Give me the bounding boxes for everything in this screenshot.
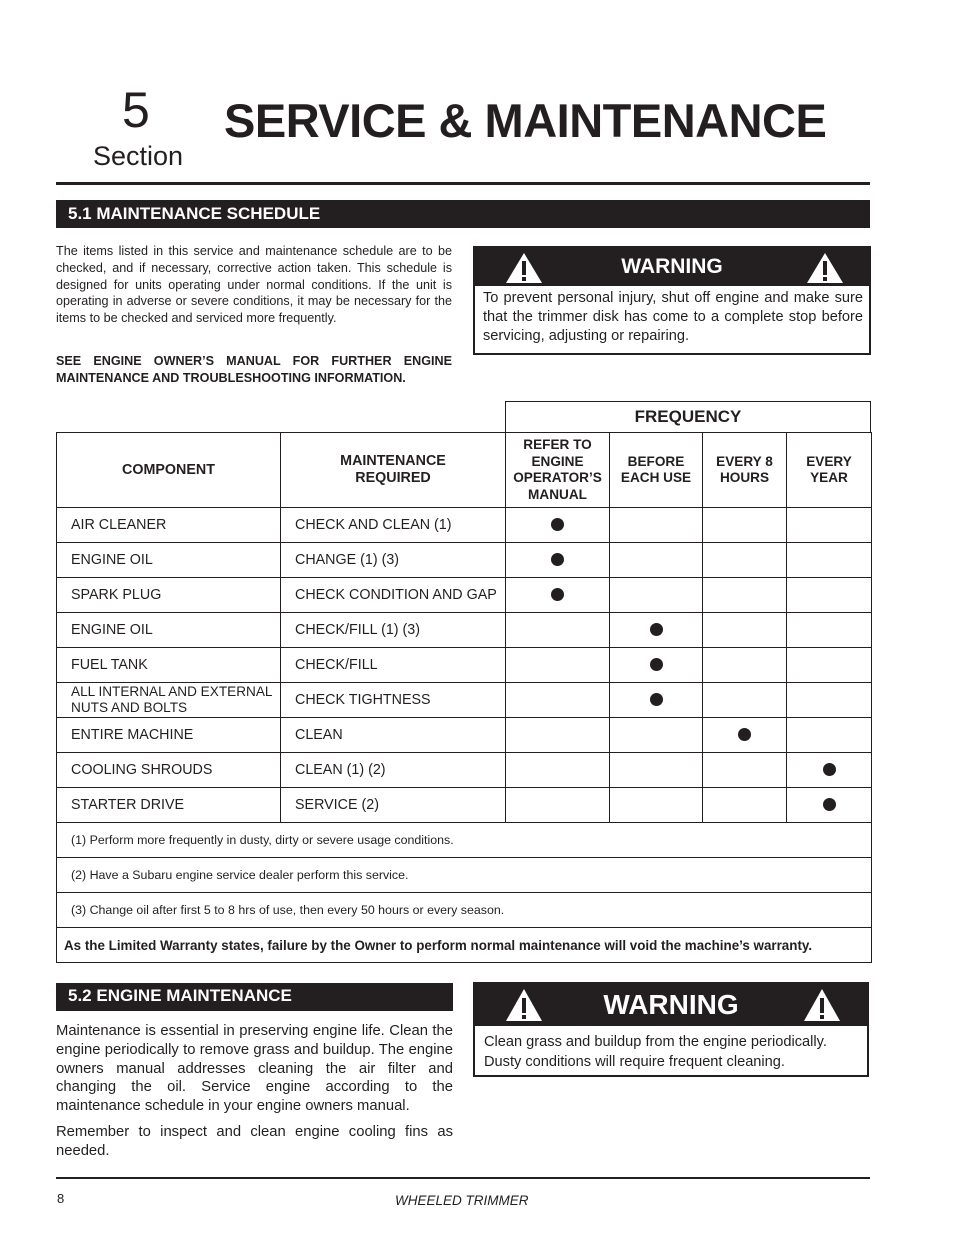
table-row: [57, 788, 872, 823]
frequency-cell-before: [610, 683, 703, 718]
section-heading-maintenance-schedule: 5.1 MAINTENANCE SCHEDULE: [56, 200, 870, 228]
frequency-cell-8hours: [703, 718, 787, 753]
engine-maintenance-text: [56, 1022, 453, 1168]
bullet-icon: [650, 623, 663, 636]
frequency-cell-8hours: [703, 753, 787, 788]
frequency-cell-refer: [506, 648, 610, 683]
warranty-note: As the Limited Warranty states, failure by the Owner to perform normal maintenance will void the machine’s warranty.: [57, 928, 872, 963]
frequency-cell-before: [610, 648, 703, 683]
col-header-maintenance-label: MAINTENANCE REQUIRED: [340, 453, 446, 486]
col-header-before-label: BEFORE EACH USE: [620, 453, 692, 485]
table-row: [57, 508, 872, 543]
frequency-cell-8hours: [703, 648, 787, 683]
component-cell: STARTER DRIVE: [57, 788, 281, 823]
frequency-cell-before: [610, 718, 703, 753]
maintenance-cell: CLEAN (1) (2): [281, 753, 506, 788]
maintenance-cell: CHECK/FILL: [281, 648, 506, 683]
maintenance-cell: CHECK AND CLEAN (1): [281, 508, 506, 543]
frequency-cell-year: [787, 753, 872, 788]
warning-triangle-icon: [505, 252, 543, 284]
bullet-icon: [551, 518, 564, 531]
warning-triangle-icon: [806, 252, 844, 284]
frequency-cell-refer: [506, 718, 610, 753]
component-cell: ENGINE OIL: [57, 613, 281, 648]
footnote: (3) Change oil after first 5 to 8 hrs of use, then every 50 hours or every season.: [57, 893, 872, 928]
warning-triangle-icon: [505, 988, 543, 1022]
engine-manual-notice: SEE ENGINE OWNER’S MANUAL FOR FURTHER ENGINE MAINTENANCE AND TROUBLESHOOTING INFORMATION.: [56, 354, 452, 385]
frequency-cell-refer: [506, 578, 610, 613]
maintenance-cell: CHANGE (1) (3): [281, 543, 506, 578]
frequency-cell-before: [610, 543, 703, 578]
frequency-cell-year: [787, 578, 872, 613]
table-row: [57, 683, 872, 718]
title-rule: [56, 182, 870, 185]
component-cell: ALL INTERNAL AND EXTERNAL NUTS AND BOLTS: [57, 683, 281, 718]
col-header-before-each-use: [610, 433, 703, 508]
component-cell: COOLING SHROUDS: [57, 753, 281, 788]
table-note-row: [57, 858, 872, 893]
bullet-icon: [551, 588, 564, 601]
col-header-every-8-hours: [703, 433, 787, 508]
table-row: [57, 648, 872, 683]
maintenance-schedule-table: [56, 432, 872, 963]
table-row: [57, 753, 872, 788]
warning-label: WARNING: [603, 989, 739, 1020]
col-header-maintenance: [281, 433, 506, 508]
warning-box-injury: [473, 246, 871, 355]
footer-rule: [56, 1177, 870, 1179]
table-row: [57, 578, 872, 613]
warning-triangle-icon: [803, 988, 841, 1022]
frequency-cell-before: [610, 788, 703, 823]
warning-header: [475, 984, 867, 1026]
col-header-component: COMPONENT: [57, 433, 281, 508]
frequency-cell-8hours: [703, 508, 787, 543]
maintenance-cell: CHECK CONDITION AND GAP: [281, 578, 506, 613]
table-note-row: [57, 893, 872, 928]
table-warranty-row: [57, 928, 872, 963]
bullet-icon: [551, 553, 564, 566]
warning-label: WARNING: [621, 255, 723, 278]
component-cell: SPARK PLUG: [57, 578, 281, 613]
maintenance-cell: CHECK/FILL (1) (3): [281, 613, 506, 648]
frequency-cell-refer: [506, 753, 610, 788]
component-cell: ENTIRE MACHINE: [57, 718, 281, 753]
frequency-cell-year: [787, 718, 872, 753]
maintenance-cell: SERVICE (2): [281, 788, 506, 823]
frequency-cell-before: [610, 753, 703, 788]
bullet-icon: [738, 728, 751, 741]
frequency-cell-before: [610, 613, 703, 648]
frequency-cell-year: [787, 788, 872, 823]
frequency-cell-8hours: [703, 788, 787, 823]
frequency-cell-8hours: [703, 613, 787, 648]
warning-header: [475, 248, 869, 286]
section-word: Section: [93, 141, 184, 171]
frequency-cell-8hours: [703, 683, 787, 718]
col-header-8hours-label: EVERY 8 HOURS: [716, 453, 773, 485]
table-row: [57, 718, 872, 753]
warning-box-cleaning: [473, 982, 869, 1077]
component-cell: ENGINE OIL: [57, 543, 281, 578]
frequency-cell-year: [787, 543, 872, 578]
warning-text: To prevent personal injury, shut off engine and make sure that the trimmer disk has come to a complete stop before servicing, adjusting or repairing.: [483, 290, 863, 345]
col-header-every-year: [787, 433, 872, 508]
col-header-year-label: EVERY YEAR: [806, 453, 852, 485]
schedule-intro-text: The items listed in this service and maintenance schedule are to be checked, and if necessary, corrective action taken. This schedule is designed for units operating under normal conditions. If the unit is operating in adverse or severe conditions, it may be necessary for the items to be checked and serviced more frequently.: [56, 244, 452, 326]
col-header-refer-manual: [506, 433, 610, 508]
table-header-row: [57, 433, 872, 508]
table-row: [57, 543, 872, 578]
component-cell: AIR CLEANER: [57, 508, 281, 543]
bullet-icon: [650, 658, 663, 671]
frequency-cell-year: [787, 648, 872, 683]
frequency-cell-year: [787, 508, 872, 543]
frequency-cell-refer: [506, 543, 610, 578]
footer-title: WHEELED TRIMMER: [395, 1193, 529, 1208]
section-number: 5: [122, 82, 150, 138]
warning-text: Clean grass and buildup from the engine periodically. Dusty conditions will require frequent cleaning.: [484, 1034, 827, 1070]
frequency-cell-8hours: [703, 578, 787, 613]
frequency-cell-refer: [506, 788, 610, 823]
bullet-icon: [823, 798, 836, 811]
bullet-icon: [650, 693, 663, 706]
footnote: (2) Have a Subaru engine service dealer perform this service.: [57, 858, 872, 893]
frequency-cell-year: [787, 613, 872, 648]
bullet-icon: [823, 763, 836, 776]
table-note-row: [57, 823, 872, 858]
engine-maintenance-paragraph: Remember to inspect and clean engine cooling fins as needed.: [56, 1123, 453, 1159]
section-heading-engine-maintenance: 5.2 ENGINE MAINTENANCE: [56, 983, 453, 1011]
frequency-cell-8hours: [703, 543, 787, 578]
page-number: 8: [57, 1191, 65, 1206]
frequency-cell-before: [610, 508, 703, 543]
frequency-cell-before: [610, 578, 703, 613]
page-title: SERVICE & MAINTENANCE: [224, 94, 827, 147]
col-header-refer-label: REFER TO ENGINE OPERATOR’S MANUAL: [513, 437, 602, 502]
component-cell: FUEL TANK: [57, 648, 281, 683]
frequency-cell-refer: [506, 508, 610, 543]
maintenance-cell: CLEAN: [281, 718, 506, 753]
table-row: [57, 613, 872, 648]
frequency-cell-refer: [506, 613, 610, 648]
footnote: (1) Perform more frequently in dusty, dirty or severe usage conditions.: [57, 823, 872, 858]
frequency-header: FREQUENCY: [505, 401, 871, 433]
frequency-cell-year: [787, 683, 872, 718]
engine-maintenance-paragraph: Maintenance is essential in preserving engine life. Clean the engine periodically to remove grass and buildup. The engine owners manual addresses cleaning the air filter and changing the oil. Service engine according to the maintenance schedule in your engine owners manual.: [56, 1023, 453, 1115]
maintenance-cell: CHECK TIGHTNESS: [281, 683, 506, 718]
frequency-cell-refer: [506, 683, 610, 718]
